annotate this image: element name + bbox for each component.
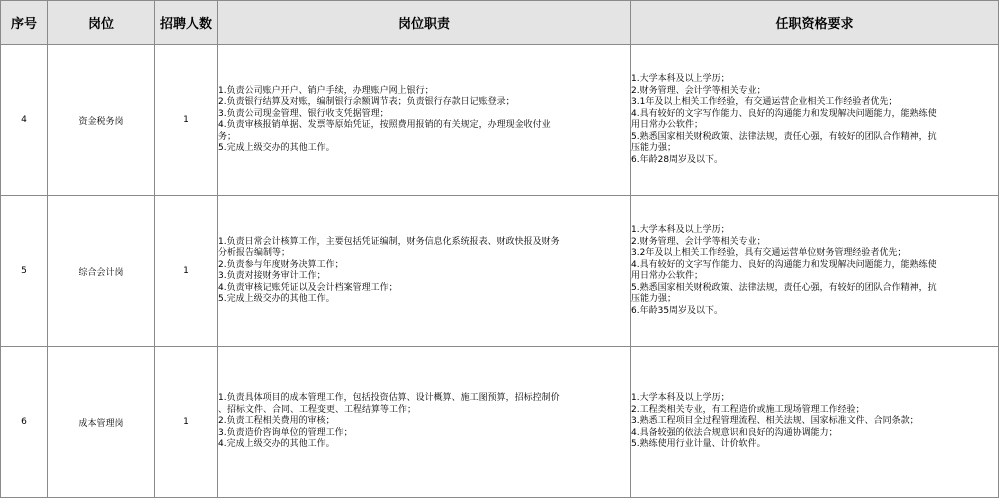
duty-line: 3.负责对接财务审计工作； <box>218 271 326 281</box>
duty-line: 务； <box>218 131 237 142</box>
header-requirements: 任职资格要求 <box>631 1 999 45</box>
table-row <box>1 347 999 498</box>
duty-line: 1.负责日常会计核算工作，主要包括凭证编制，财务信息化系统报表、财政快报及财务 <box>218 236 560 247</box>
row-index: 4 <box>1 45 48 196</box>
row-position: 成本管理岗 <box>48 347 155 498</box>
requirement-line: 3.2年及以上相关工作经验，具有交通运营单位财务管理经验者优先； <box>631 248 907 258</box>
requirement-line: 6.年龄35周岁及以下。 <box>631 305 724 316</box>
requirement-line: 4.具有较好的文字写作能力、良好的沟通能力和发现解决问题能力，能熟练使 <box>631 108 937 119</box>
row-headcount: 1 <box>155 347 218 498</box>
row-duties <box>218 347 631 498</box>
row-headcount: 1 <box>155 196 218 347</box>
row-duties <box>218 45 631 196</box>
row-requirements <box>631 196 999 347</box>
requirement-line: 3.熟悉工程项目全过程管理流程、相关法规、国家标准文件、合同条款； <box>631 416 919 427</box>
requirement-line: 5.熟悉国家相关财税政策、法律法规，责任心强，有较好的团队合作精神，抗 <box>631 131 937 142</box>
requirement-line: 压能力强； <box>631 294 677 304</box>
requirement-line: 5.熟练使用行业计量、计价软件。 <box>631 439 766 450</box>
row-requirements <box>631 45 999 196</box>
row-position: 资金税务岗 <box>48 45 155 196</box>
requirement-line: 1.大学本科及以上学历； <box>631 393 730 404</box>
requirement-line: 用日常办公软件； <box>631 120 704 130</box>
requirement-line: 1.大学本科及以上学历； <box>631 225 730 235</box>
requirement-line: 2.财务管理、会计学等相关专业； <box>631 236 766 247</box>
row-position: 综合会计岗 <box>48 196 155 347</box>
table-header-row <box>1 1 999 45</box>
duty-line: 4.负责审核记账凭证以及会计档案管理工作； <box>218 282 398 293</box>
table-row <box>1 196 999 347</box>
header-headcount: 招聘人数 <box>155 1 218 45</box>
requirement-line: 4.具有较好的文字写作能力、良好的沟通能力和发现解决问题能力，能熟练使 <box>631 259 937 270</box>
duty-line: 、招标文件、合同、工程变更、工程结算等工作； <box>218 404 417 415</box>
duty-line: 4.完成上级交办的其他工作。 <box>218 439 335 450</box>
header-duties: 岗位职责 <box>218 1 631 45</box>
row-duties <box>218 196 631 347</box>
requirement-line: 压能力强； <box>631 143 677 153</box>
row-requirements <box>631 347 999 498</box>
duty-line: 2.负责参与年度财务决算工作； <box>218 259 344 270</box>
duty-line: 5.完成上级交办的其他工作。 <box>218 143 335 153</box>
header-index: 序号 <box>1 1 48 45</box>
row-index: 6 <box>1 347 48 498</box>
duty-line: 1.负责具体项目的成本管理工作，包括投资估算、设计概算、施工图预算，招标控制价 <box>218 393 560 404</box>
duty-line: 5.完成上级交办的其他工作。 <box>218 294 335 304</box>
requirement-line: 2.财务管理、会计学等相关专业； <box>631 85 766 96</box>
requirement-line: 6.年龄28周岁及以下。 <box>631 154 724 165</box>
duty-line: 4.负责审核报销单据、发票等原始凭证，按照费用报销的有关规定，办理现金收付业 <box>218 120 551 130</box>
header-position: 岗位 <box>48 1 155 45</box>
row-index: 5 <box>1 196 48 347</box>
requirement-line: 5.熟悉国家相关财税政策、法律法规，责任心强，有较好的团队合作精神，抗 <box>631 282 937 293</box>
duty-line: 2.负责工程相关费用的审核； <box>218 416 335 427</box>
row-headcount: 1 <box>155 45 218 196</box>
duty-line: 2.负责银行结算及对账，编制银行余额调节表；负责银行存款日记账登录； <box>218 97 515 107</box>
requirement-line: 1.大学本科及以上学历； <box>631 74 730 84</box>
requirement-line: 2.工程类相关专业，有工程造价或施工现场管理工作经验； <box>631 404 865 415</box>
table-row <box>1 45 999 196</box>
duty-line: 分析报告编制等； <box>218 248 291 258</box>
requirement-line: 4.具备较强的依法合规意识和良好的沟通协调能力； <box>631 427 838 438</box>
requirement-line: 3.1年及以上相关工作经验，有交通运营企业相关工作经验者优先； <box>631 97 898 107</box>
duty-line: 3.负责公司现金管理、银行收支凭据管理； <box>218 108 389 119</box>
duty-line: 3.负责造价咨询单位的管理工作； <box>218 427 353 438</box>
requirement-line: 用日常办公软件； <box>631 271 704 281</box>
duty-line: 1.负责公司账户开户、销户手续，办理账户网上银行； <box>218 85 434 96</box>
